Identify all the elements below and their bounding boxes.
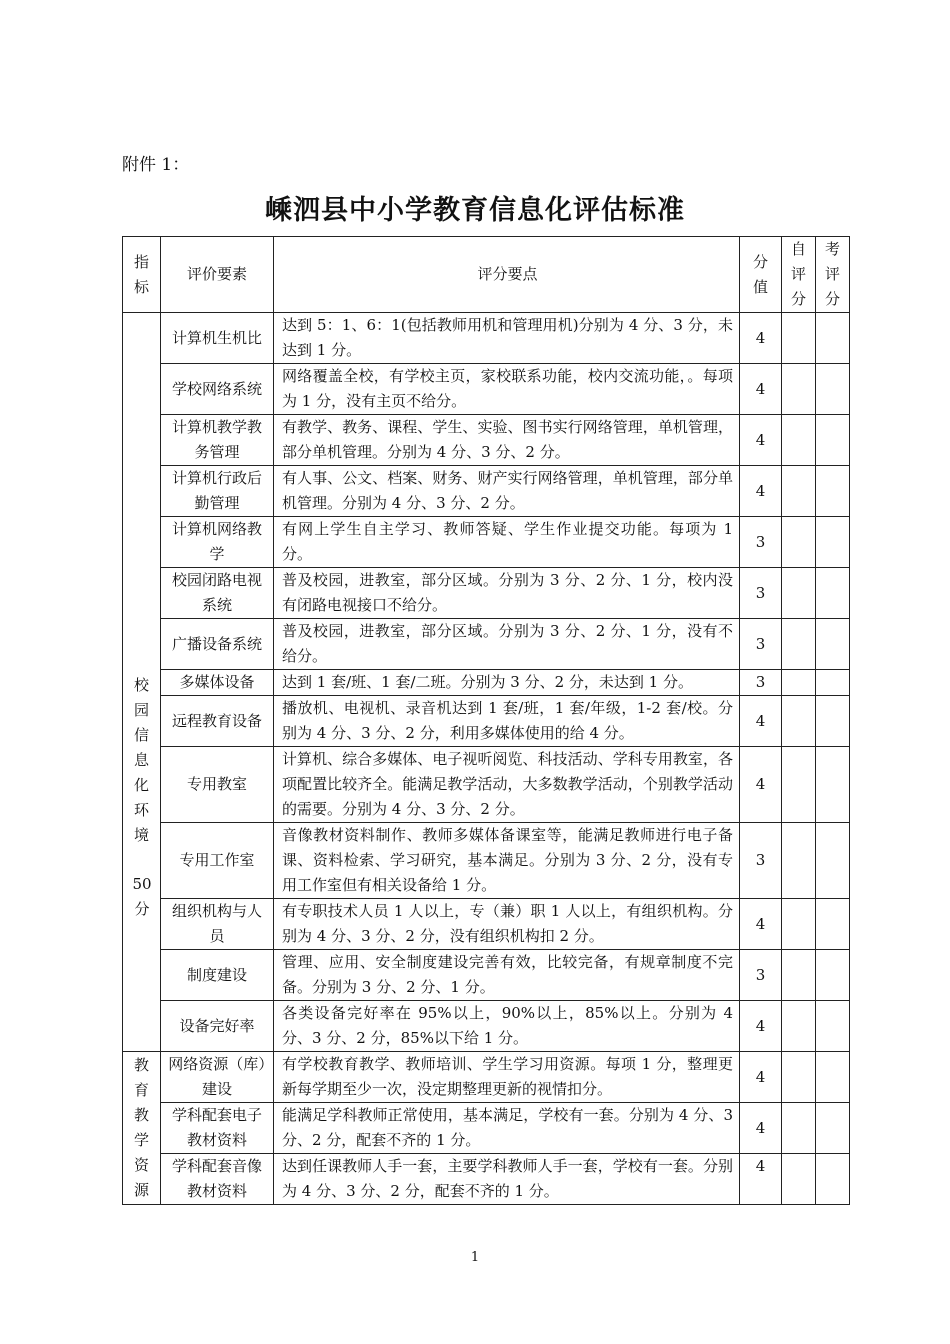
scoring-points: 播放机、电视机、录音机达到 1 套/班，1 套/年级，1-2 套/校。分别为 4 分、3 分、2 分，利用多媒体使用的给 4 分。 [274, 696, 740, 747]
table-row [123, 670, 850, 696]
exam-score-cell[interactable] [816, 899, 850, 950]
score-value: 3 [740, 568, 782, 619]
evaluation-element: 学科配套电子教材资料 [161, 1103, 274, 1154]
scoring-points: 网络覆盖全校，有学校主页，家校联系功能，校内交流功能，。每项为 1 分，没有主页不给分。 [274, 364, 740, 415]
table-row [123, 1052, 850, 1103]
evaluation-element: 学校网络系统 [161, 364, 274, 415]
exam-score-cell[interactable] [816, 415, 850, 466]
table-row [123, 313, 850, 364]
score-value: 3 [740, 950, 782, 1001]
standards-table [122, 236, 850, 1205]
self-score-cell[interactable] [782, 899, 816, 950]
self-score-cell[interactable] [782, 950, 816, 1001]
score-value: 4 [740, 1154, 782, 1205]
table-row [123, 1154, 850, 1205]
scoring-points: 普及校园，进教室，部分区域。分别为 3 分、2 分、1 分，校内没有闭路电视接口不给分。 [274, 568, 740, 619]
self-score-cell[interactable] [782, 1103, 816, 1154]
self-score-cell[interactable] [782, 696, 816, 747]
table-row [123, 568, 850, 619]
score-value: 4 [740, 899, 782, 950]
exam-score-cell[interactable] [816, 1154, 850, 1205]
exam-score-cell[interactable] [816, 823, 850, 899]
table-row [123, 950, 850, 1001]
table-row [123, 619, 850, 670]
scoring-points: 有人事、公文、档案、财务、财产实行网络管理，单机管理，部分单机管理。分别为 4 分、3 分、2 分。 [274, 466, 740, 517]
evaluation-element: 计算机网络教学 [161, 517, 274, 568]
evaluation-element: 远程教育设备 [161, 696, 274, 747]
indicator-category-points: 50分 [132, 874, 152, 918]
header-element: 评价要素 [161, 237, 274, 313]
exam-score-cell[interactable] [816, 568, 850, 619]
table-row [123, 1103, 850, 1154]
scoring-points: 有教学、教务、课程、学生、实验、图书实行网络管理，单机管理，部分单机管理。分别为 4 分、3 分、2 分。 [274, 415, 740, 466]
evaluation-element: 专用教室 [161, 747, 274, 823]
score-value: 4 [740, 415, 782, 466]
score-value: 3 [740, 619, 782, 670]
table-row [123, 696, 850, 747]
scoring-points: 各类设备完好率在 95%以上，90%以上，85%以上。分别为 4 分、3 分、2 分，85%以下给 1 分。 [274, 1001, 740, 1052]
evaluation-element: 计算机行政后勤管理 [161, 466, 274, 517]
header-exam-score: 考评分 [816, 237, 850, 313]
table-row [123, 1001, 850, 1052]
evaluation-element: 设备完好率 [161, 1001, 274, 1052]
exam-score-cell[interactable] [816, 1052, 850, 1103]
scoring-points: 达到 5：1、6：1(包括教师用机和管理用机)分别为 4 分、3 分，未达到 1 分。 [274, 313, 740, 364]
evaluation-element: 广播设备系统 [161, 619, 274, 670]
page-number: 1 [470, 1250, 480, 1265]
score-value: 4 [740, 696, 782, 747]
self-score-cell[interactable] [782, 1052, 816, 1103]
self-score-cell[interactable] [782, 466, 816, 517]
score-value: 4 [740, 1052, 782, 1103]
exam-score-cell[interactable] [816, 466, 850, 517]
exam-score-cell[interactable] [816, 517, 850, 568]
self-score-cell[interactable] [782, 568, 816, 619]
self-score-cell[interactable] [782, 670, 816, 696]
self-score-cell[interactable] [782, 823, 816, 899]
evaluation-element: 计算机教学教务管理 [161, 415, 274, 466]
score-value: 4 [740, 313, 782, 364]
evaluation-element: 学科配套音像教材资料 [161, 1154, 274, 1205]
exam-score-cell[interactable] [816, 313, 850, 364]
scoring-points: 有学校教育教学、教师培训、学生学习用资源。每项 1 分，整理更新每学期至少一次，没定期整理更新的视情扣分。 [274, 1052, 740, 1103]
self-score-cell[interactable] [782, 364, 816, 415]
exam-score-cell[interactable] [816, 1103, 850, 1154]
evaluation-element: 专用工作室 [161, 823, 274, 899]
self-score-cell[interactable] [782, 1001, 816, 1052]
self-score-cell[interactable] [782, 313, 816, 364]
score-value: 4 [740, 1001, 782, 1052]
evaluation-element: 校园闭路电视系统 [161, 568, 274, 619]
scoring-points: 达到 1 套/班、1 套/二班。分别为 3 分、2 分，未达到 1 分。 [274, 670, 740, 696]
scoring-points: 管理、应用、安全制度建设完善有效，比较完备，有规章制度不完备。分别为 3 分、2 分、1 分。 [274, 950, 740, 1001]
exam-score-cell[interactable] [816, 696, 850, 747]
table-row [123, 517, 850, 568]
indicator-category [123, 313, 161, 1052]
table-row [123, 747, 850, 823]
self-score-cell[interactable] [782, 619, 816, 670]
exam-score-cell[interactable] [816, 670, 850, 696]
attachment-label: 附件 1： [122, 155, 190, 175]
table-row [123, 364, 850, 415]
exam-score-cell[interactable] [816, 364, 850, 415]
self-score-cell[interactable] [782, 1154, 816, 1205]
evaluation-element: 制度建设 [161, 950, 274, 1001]
self-score-cell[interactable] [782, 517, 816, 568]
scoring-points: 普及校园，进教室，部分区域。分别为 3 分、2 分、1 分，没有不给分。 [274, 619, 740, 670]
table-row [123, 415, 850, 466]
scoring-points: 能满足学科教师正常使用，基本满足，学校有一套。分别为 4 分、3 分、2 分，配套不齐的 1 分。 [274, 1103, 740, 1154]
scoring-points: 计算机、综合多媒体、电子视听阅览、科技活动、学科专用教室，各项配置比较齐全。能满足教学活动，大多数教学活动，个别教学活动的需要。分别为 4 分、3 分、2 分。 [274, 747, 740, 823]
page-title: 嵊泗县中小学教育信息化评估标准 [265, 195, 685, 226]
score-value: 4 [740, 1103, 782, 1154]
scoring-points: 达到任课教师人手一套，主要学科教师人手一套，学校有一套。分别为 4 分、3 分、2 分，配套不齐的 1 分。 [274, 1154, 740, 1205]
header-score: 分值 [740, 237, 782, 313]
header-points: 评分要点 [274, 237, 740, 313]
indicator-category-name: 校园信息化环境 [134, 675, 150, 844]
score-value: 4 [740, 466, 782, 517]
score-value: 3 [740, 823, 782, 899]
table-header-row [123, 237, 850, 313]
header-indicator: 指标 [123, 237, 161, 313]
table-row [123, 823, 850, 899]
score-value: 4 [740, 364, 782, 415]
table-row [123, 899, 850, 950]
indicator-category [123, 1052, 161, 1205]
indicator-category-name: 教育教学资源 [134, 1056, 150, 1199]
self-score-cell[interactable] [782, 747, 816, 823]
exam-score-cell[interactable] [816, 747, 850, 823]
scoring-points: 有网上学生自主学习、教师答疑、学生作业提交功能。每项为 1 分。 [274, 517, 740, 568]
table-row [123, 466, 850, 517]
exam-score-cell[interactable] [816, 1001, 850, 1052]
exam-score-cell[interactable] [816, 950, 850, 1001]
evaluation-element: 计算机生机比 [161, 313, 274, 364]
evaluation-element: 网络资源（库）建设 [161, 1052, 274, 1103]
evaluation-element: 多媒体设备 [161, 670, 274, 696]
exam-score-cell[interactable] [816, 619, 850, 670]
scoring-points: 有专职技术人员 1 人以上，专（兼）职 1 人以上，有组织机构。分别为 4 分、3 分、2 分，没有组织机构扣 2 分。 [274, 899, 740, 950]
header-self-score: 自评分 [782, 237, 816, 313]
scoring-points: 音像教材资料制作、教师多媒体备课室等，能满足教师进行电子备课、资料检索、学习研究，基本满足。分别为 3 分、2 分，没有专用工作室但有相关设备给 1 分。 [274, 823, 740, 899]
self-score-cell[interactable] [782, 415, 816, 466]
score-value: 3 [740, 517, 782, 568]
score-value: 4 [740, 747, 782, 823]
score-value: 3 [740, 670, 782, 696]
evaluation-element: 组织机构与人员 [161, 899, 274, 950]
